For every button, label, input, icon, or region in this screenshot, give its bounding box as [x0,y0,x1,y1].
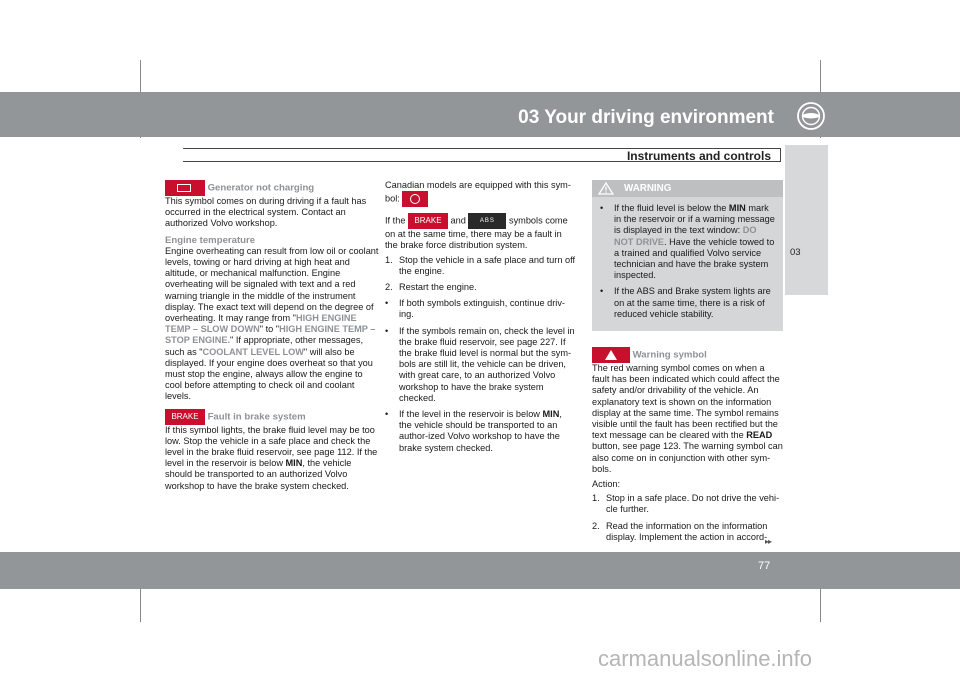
text-fragment: symbols come on at the same time, there may be a fault in the brake force distribution system. [385,215,568,251]
list-text: If the symbols remain on, check the level in the brake fluid reservoir, see page 227. If the brake fluid level is normal but the sym-bols are still lit, the vehicle can be driven, with great care, to an authorized Volvo workshop to have the brake system checked. [399,325,575,403]
battery-icon [165,180,205,196]
warning-symbol-text: button, see page 123. The warning symbol can also come on in conjunction with other sym-bols. [592,441,783,474]
warning-symbol-section [592,347,783,475]
chapter-title: 03 Your driving environment [518,107,774,128]
list-item [385,255,576,277]
warning-symbol-text: The red warning symbol comes on when a fault has been indicated which could affect the safety and/or drivability of the vehicle. An explanatory text is shown on the information display at the same time. The symbol remains visible until the fault has been rectified but the text message can be cleared with the [592,363,780,441]
generator-heading: Generator not charging [207,182,315,194]
list-text: If the level in the reservoir is below [399,409,543,420]
list-marker: • [385,298,389,309]
warning-triangle-icon [598,182,614,195]
text-fragment: If the [385,215,408,226]
list-text: Stop in a safe place. Do not drive the vehi-cle further. [606,493,780,515]
display-message: HIGH ENGINE TEMP – STOP ENGINE. [165,324,376,346]
list-text: mark in the reservoir or if a warning message is displayed in the text window: [614,203,775,236]
list-item [385,282,576,293]
brake-icon: BRAKE [165,409,205,425]
read-label: READ [746,430,773,441]
brake-circle-icon [402,191,428,207]
brake-text: , the vehicle should be transported to an authorized Volvo workshop to have the brake system checked. [165,458,352,491]
warning-triangle-icon [592,347,630,363]
warning-title: WARNING [624,183,672,194]
engine-temp-heading: Engine temperature [165,234,256,246]
section-title: Instruments and controls [626,149,771,163]
canadian-label: Canadian models are equipped with this sym-bol: [385,180,571,204]
abs-icon: ABS [468,213,506,229]
brake-fault-heading: Fault in brake system [207,411,306,423]
engine-temp-section [165,235,379,403]
list-marker: 1. [385,254,393,265]
list-text: Stop the vehicle in a safe place and turn off the engine. [399,254,576,276]
list-marker: 2. [385,282,393,293]
min-label: MIN [542,409,560,420]
action-label: Action: [592,479,621,490]
text-fragment: and [447,215,469,226]
footer-band [0,552,960,589]
list-text: If both symbols extinguish, continue driv-ing. [399,298,565,320]
display-message: DO NOT DRIVE [614,225,757,247]
engine-text: " will also be displayed. If your engine does overheat so that you must stop the engine, always allow the engine to cool before attempting to check oil and coolant levels. [165,346,373,402]
list-text: . Have the vehicle towed to a trained and qualified Volvo service technician and have the brake system inspected. [614,236,775,281]
list-text: , the vehicle should be transported to an author-ized Volvo workshop to have the brake system checked. [399,409,562,453]
display-message: COOLANT LEVEL LOW [202,346,304,357]
watermark: carmanualsonline.info [598,646,813,671]
column-left [165,180,379,492]
action-list [592,493,783,543]
list-item [600,203,775,281]
engine-text: Engine overheating can result from low oil or coolant levels, towing or hard driving at high heat and altitude, or mechanical malfunction. Engine overheating will be signaled with text and a red warning triangle in the middle of the instrument display. The exact text will depend on the degree of overheating. It may range from " [165,245,379,324]
list-item [600,286,775,320]
page-number: 77 [758,560,771,572]
next-page-arrows: ▸▸ [765,537,772,546]
min-label: MIN [285,458,303,469]
column-middle [385,180,576,459]
canadian-text [385,180,576,207]
column-right [592,180,783,548]
list-marker: • [385,325,389,336]
warning-list [600,203,775,320]
steering-wheel-icon [796,101,826,131]
generator-text: This symbol comes on during driving if a fault has occurred in the electrical system. Contact an authorized Volvo workshop. [165,196,367,229]
list-item [385,326,576,404]
list-item [592,521,783,543]
min-label: MIN [728,203,746,213]
display-message: HIGH ENGINE TEMP – SLOW DOWN [165,313,357,335]
engine-text: " to " [259,324,280,335]
generator-section [165,180,379,230]
list-marker: 1. [592,493,600,504]
list-text: If the fluid level is below the [614,203,729,213]
brake-text: If this symbol lights, the brake fluid level may be too low. Stop the vehicle in a safe place and check the level in the brake fluid reservoir, see page 112. If the level in the reservoir is below [165,424,378,469]
list-marker: • [385,409,389,420]
side-tab-label: 03 [790,247,801,258]
brake-fault-section [165,409,379,492]
warning-header [592,180,783,197]
brake-steps-list [385,255,576,454]
warning-symbol-heading: Warning symbol [632,349,707,361]
list-marker: • [600,286,604,297]
brake-icon: BRAKE [408,213,448,229]
list-text: Restart the engine. [399,282,477,293]
list-text: If the ABS and Brake system lights are on at the same time, there is a risk of reduced vehicle stability. [614,286,771,319]
brake-abs-text [385,213,576,251]
list-item [592,493,783,515]
engine-text: " If appropriate, other messages, such as " [165,335,363,357]
list-item [385,409,576,454]
chapter-side-tab [785,145,828,295]
list-text: Read the information on the information display. Implement the action in accord- [606,520,768,542]
list-marker: 2. [592,520,600,531]
warning-box [592,180,783,331]
list-marker: • [600,203,604,213]
list-item [385,298,576,320]
